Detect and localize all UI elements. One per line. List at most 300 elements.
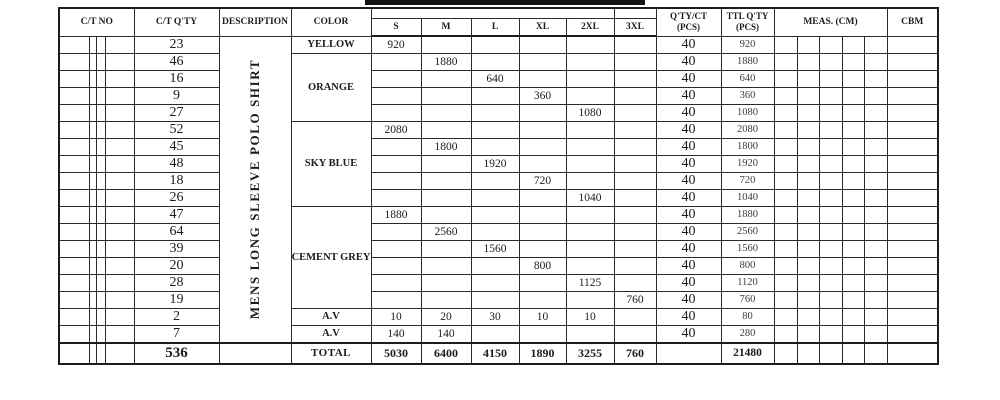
meas-cell [842, 121, 864, 138]
size-xxl-value [566, 53, 614, 70]
meas-cell [774, 138, 797, 155]
ctno-cell [105, 325, 134, 343]
meas-cell [864, 189, 887, 206]
cropped-size-group-cell [371, 8, 614, 18]
size-xxl-value [566, 240, 614, 257]
ctno-cell [105, 155, 134, 172]
table-row [59, 291, 938, 308]
ct-qty-value: 39 [134, 240, 219, 257]
meas-cell [842, 223, 864, 240]
qty-per-carton-value: 40 [656, 274, 721, 291]
ctno-cell [89, 121, 96, 138]
cbm-cell [887, 274, 938, 291]
qty-per-carton-value: 40 [656, 36, 721, 53]
size-xxxl-value [614, 257, 656, 274]
meas-cell [774, 223, 797, 240]
cbm-cell [887, 121, 938, 138]
meas-cell [842, 325, 864, 343]
size-xl-value: 360 [519, 87, 566, 104]
table-row [59, 70, 938, 87]
total-size-s: 5030 [371, 343, 421, 364]
ctno-cell [105, 70, 134, 87]
size-s-value [371, 223, 421, 240]
size-xxxl-value [614, 70, 656, 87]
color-group-cell: YELLOW [291, 36, 371, 53]
meas-cell [842, 172, 864, 189]
meas-cell [864, 257, 887, 274]
total-size-2xl: 3255 [566, 343, 614, 364]
meas-cell [797, 36, 819, 53]
ct-qty-value: 20 [134, 257, 219, 274]
ttl-qty-value: 1880 [721, 206, 774, 223]
size-m-value [421, 172, 471, 189]
meas-cell [797, 155, 819, 172]
ctno-cell [105, 189, 134, 206]
size-xxl-value [566, 172, 614, 189]
meas-cell [797, 172, 819, 189]
ctno-cell [96, 53, 105, 70]
meas-cell [797, 206, 819, 223]
cbm-cell [887, 104, 938, 121]
ctno-cell [96, 274, 105, 291]
size-xl-value: 10 [519, 308, 566, 325]
size-l-value [471, 189, 519, 206]
ctno-cell [89, 189, 96, 206]
size-m-value: 1880 [421, 53, 471, 70]
size-xxxl-value [614, 53, 656, 70]
meas-cell [797, 87, 819, 104]
meas-cell [797, 325, 819, 343]
size-m-value: 140 [421, 325, 471, 343]
size-xl-value [519, 325, 566, 343]
ctno-cell [96, 223, 105, 240]
col-header-size-3xl: 3XL [614, 18, 656, 36]
ttl-qty-value: 800 [721, 257, 774, 274]
meas-cell [797, 308, 819, 325]
qty-per-carton-value: 40 [656, 206, 721, 223]
meas-cell [819, 53, 842, 70]
meas-cell [819, 138, 842, 155]
ttl-qty-value: 1120 [721, 274, 774, 291]
size-s-value: 140 [371, 325, 421, 343]
cbm-cell [887, 308, 938, 325]
size-m-value [421, 70, 471, 87]
ctno-cell [59, 53, 89, 70]
color-group-cell: CEMENT GREY [291, 206, 371, 308]
ctno-cell [59, 138, 89, 155]
meas-cell [819, 172, 842, 189]
ctno-cell [105, 223, 134, 240]
size-xl-value [519, 291, 566, 308]
meas-cell [864, 155, 887, 172]
col-header-ct-no: C/T NO [59, 8, 134, 36]
size-xxl-value [566, 87, 614, 104]
ctno-cell [59, 223, 89, 240]
col-header-qty-per-carton [656, 8, 721, 36]
cbm-cell [887, 87, 938, 104]
size-l-value: 1920 [471, 155, 519, 172]
ttl-qty-value: 1040 [721, 189, 774, 206]
size-xxl-value [566, 257, 614, 274]
size-xxxl-value [614, 274, 656, 291]
meas-cell [842, 155, 864, 172]
meas-cell [797, 223, 819, 240]
size-l-value [471, 138, 519, 155]
ctno-cell [96, 343, 105, 364]
meas-cell [864, 121, 887, 138]
qty-per-carton-value: 40 [656, 223, 721, 240]
meas-cell [842, 291, 864, 308]
ctno-cell [59, 36, 89, 53]
meas-cell [864, 206, 887, 223]
col-header-ct-qty: C/T Q'TY [134, 8, 219, 36]
meas-cell [864, 308, 887, 325]
ctno-cell [89, 155, 96, 172]
ttl-qty-value: 80 [721, 308, 774, 325]
table-row [59, 308, 938, 325]
ctno-cell [59, 172, 89, 189]
qty-per-carton-value: 40 [656, 325, 721, 343]
description-footer-cell [219, 343, 291, 364]
size-xxxl-value [614, 308, 656, 325]
meas-cell [819, 70, 842, 87]
meas-cell [842, 70, 864, 87]
meas-cell [819, 155, 842, 172]
ttl-qty-value: 2080 [721, 121, 774, 138]
meas-cell [842, 87, 864, 104]
size-xxxl-value [614, 36, 656, 53]
ttl-qty-value: 280 [721, 325, 774, 343]
qty-per-carton-value: 40 [656, 172, 721, 189]
qty-per-carton-value: 40 [656, 189, 721, 206]
size-xxl-value [566, 155, 614, 172]
col-header-size-l: L [471, 18, 519, 36]
meas-cell [774, 172, 797, 189]
size-xl-value [519, 206, 566, 223]
ctno-cell [105, 104, 134, 121]
description-text: MENS LONG SLEEVE POLO SHIRT [247, 58, 262, 320]
table-row [59, 274, 938, 291]
ttl-qty-value: 720 [721, 172, 774, 189]
meas-cell [842, 36, 864, 53]
size-xxxl-value [614, 155, 656, 172]
ctno-cell [89, 308, 96, 325]
meas-cell [819, 257, 842, 274]
ctno-cell [96, 325, 105, 343]
qty-per-carton-value: 40 [656, 257, 721, 274]
qty-per-carton-value: 40 [656, 240, 721, 257]
ctno-cell [105, 87, 134, 104]
size-xxxl-value [614, 325, 656, 343]
qty-per-carton-value: 40 [656, 155, 721, 172]
header-line: (PCS) [736, 22, 759, 33]
meas-cell [864, 343, 887, 364]
cbm-cell [887, 223, 938, 240]
size-l-value [471, 36, 519, 53]
size-m-value [421, 189, 471, 206]
total-size-xl: 1890 [519, 343, 566, 364]
size-xxl-value: 10 [566, 308, 614, 325]
qty-per-carton-value: 40 [656, 308, 721, 325]
size-l-value [471, 172, 519, 189]
meas-cell [864, 53, 887, 70]
cbm-cell [887, 291, 938, 308]
size-xl-value [519, 53, 566, 70]
meas-cell [819, 240, 842, 257]
ttl-qty-value: 1080 [721, 104, 774, 121]
size-xl-value [519, 240, 566, 257]
ctno-cell [96, 308, 105, 325]
cbm-cell [887, 240, 938, 257]
meas-cell [864, 325, 887, 343]
meas-cell [864, 138, 887, 155]
ctno-cell [89, 274, 96, 291]
size-xl-value: 800 [519, 257, 566, 274]
size-xxl-value [566, 70, 614, 87]
col-header-size-m: M [421, 18, 471, 36]
ttl-qty-value: 1880 [721, 53, 774, 70]
size-xxxl-value [614, 223, 656, 240]
size-xl-value [519, 189, 566, 206]
qty-per-carton-value: 40 [656, 53, 721, 70]
meas-cell [797, 70, 819, 87]
size-l-value [471, 223, 519, 240]
size-l-value [471, 274, 519, 291]
ctno-cell [96, 206, 105, 223]
size-s-value: 2080 [371, 121, 421, 138]
color-group-cell: A.V [291, 325, 371, 343]
color-group-cell: ORANGE [291, 53, 371, 121]
meas-cell [819, 189, 842, 206]
color-group-cell: SKY BLUE [291, 121, 371, 206]
ctno-cell [96, 36, 105, 53]
size-m-value: 1800 [421, 138, 471, 155]
cbm-cell [887, 189, 938, 206]
ctno-cell [59, 291, 89, 308]
ctno-cell [96, 291, 105, 308]
ctno-cell [89, 291, 96, 308]
ctno-cell [59, 206, 89, 223]
meas-cell [842, 274, 864, 291]
meas-cell [774, 87, 797, 104]
size-xxl-value [566, 223, 614, 240]
cbm-cell [887, 325, 938, 343]
ctno-cell [96, 104, 105, 121]
ct-qty-value: 47 [134, 206, 219, 223]
size-m-value [421, 257, 471, 274]
size-xxl-value: 1040 [566, 189, 614, 206]
size-xxl-value [566, 206, 614, 223]
ct-qty-value: 46 [134, 53, 219, 70]
packing-list-table [58, 7, 939, 365]
ctno-cell [89, 138, 96, 155]
size-l-value [471, 53, 519, 70]
size-l-value: 640 [471, 70, 519, 87]
meas-cell [774, 240, 797, 257]
size-l-value [471, 291, 519, 308]
size-xxxl-value: 760 [614, 291, 656, 308]
meas-cell [774, 53, 797, 70]
size-xxl-value [566, 138, 614, 155]
size-m-value [421, 155, 471, 172]
meas-cell [819, 325, 842, 343]
col-header-meas: MEAS. (CM) [774, 8, 887, 36]
ctno-cell [105, 53, 134, 70]
ct-qty-value: 26 [134, 189, 219, 206]
ctno-cell [96, 189, 105, 206]
ttl-qty-value: 2560 [721, 223, 774, 240]
meas-cell [864, 240, 887, 257]
meas-cell [774, 325, 797, 343]
meas-cell [864, 87, 887, 104]
cbm-cell [887, 257, 938, 274]
size-xxxl-value [614, 87, 656, 104]
cbm-cell [887, 172, 938, 189]
col-header-size-xl: XL [519, 18, 566, 36]
meas-cell [842, 257, 864, 274]
ct-qty-value: 19 [134, 291, 219, 308]
ctno-cell [59, 240, 89, 257]
size-s-value [371, 104, 421, 121]
table-row [59, 155, 938, 172]
size-l-value [471, 206, 519, 223]
meas-cell [797, 104, 819, 121]
size-s-value: 1880 [371, 206, 421, 223]
size-s-value: 920 [371, 36, 421, 53]
ctno-cell [59, 87, 89, 104]
table-row [59, 104, 938, 121]
ctno-cell [89, 70, 96, 87]
size-m-value [421, 240, 471, 257]
meas-cell [842, 343, 864, 364]
ttl-qty-value: 360 [721, 87, 774, 104]
ctno-cell [89, 87, 96, 104]
header-row-top [59, 8, 938, 18]
size-m-value [421, 36, 471, 53]
qty-per-carton-value: 40 [656, 121, 721, 138]
meas-cell [864, 223, 887, 240]
meas-cell [842, 240, 864, 257]
ttl-qty-value: 760 [721, 291, 774, 308]
meas-cell [864, 70, 887, 87]
meas-cell [797, 240, 819, 257]
col-header-cbm: CBM [887, 8, 938, 36]
size-xl-value [519, 121, 566, 138]
ctno-cell [89, 53, 96, 70]
size-l-value [471, 325, 519, 343]
cbm-cell [887, 53, 938, 70]
size-xxl-value [566, 325, 614, 343]
header-line: (PCS) [677, 22, 700, 33]
meas-cell [842, 189, 864, 206]
meas-cell [819, 343, 842, 364]
ttl-qty-value: 1560 [721, 240, 774, 257]
size-xl-value [519, 138, 566, 155]
ct-qty-value: 64 [134, 223, 219, 240]
ctno-cell [105, 138, 134, 155]
cbm-cell [887, 36, 938, 53]
meas-cell [774, 257, 797, 274]
ctno-cell [89, 257, 96, 274]
cbm-cell [887, 155, 938, 172]
meas-cell [774, 155, 797, 172]
col-header-description: DESCRIPTION [219, 8, 291, 36]
table-row [59, 172, 938, 189]
size-s-value [371, 240, 421, 257]
qty-per-carton-value: 40 [656, 87, 721, 104]
size-xxxl-value [614, 121, 656, 138]
ttl-qty-value: 1800 [721, 138, 774, 155]
meas-cell [819, 223, 842, 240]
cropped-header-bar [365, 0, 645, 5]
size-m-value: 2560 [421, 223, 471, 240]
size-xxl-value [566, 121, 614, 138]
meas-cell [842, 138, 864, 155]
meas-cell [864, 36, 887, 53]
ctno-cell [89, 325, 96, 343]
table-row [59, 53, 938, 70]
cbm-cell [887, 206, 938, 223]
size-xl-value [519, 104, 566, 121]
ctno-cell [105, 172, 134, 189]
meas-cell [819, 36, 842, 53]
ctno-cell [96, 87, 105, 104]
cropped-size-group-cell [614, 8, 656, 18]
ct-qty-value: 2 [134, 308, 219, 325]
total-size-l: 4150 [471, 343, 519, 364]
meas-cell [774, 308, 797, 325]
size-xxxl-value [614, 104, 656, 121]
ct-qty-value: 18 [134, 172, 219, 189]
cbm-cell [887, 343, 938, 364]
meas-cell [819, 87, 842, 104]
table-row [59, 223, 938, 240]
size-s-value [371, 172, 421, 189]
size-xxl-value [566, 291, 614, 308]
meas-cell [819, 104, 842, 121]
size-xxxl-value [614, 240, 656, 257]
meas-cell [842, 308, 864, 325]
qty-per-carton-value: 40 [656, 138, 721, 155]
size-xxl-value [566, 36, 614, 53]
size-s-value [371, 291, 421, 308]
meas-cell [819, 274, 842, 291]
table-row [59, 121, 938, 138]
size-s-value [371, 189, 421, 206]
ctno-cell [59, 189, 89, 206]
meas-cell [774, 189, 797, 206]
size-xxxl-value [614, 189, 656, 206]
meas-cell [842, 53, 864, 70]
ctno-cell [96, 138, 105, 155]
size-s-value [371, 53, 421, 70]
col-header-size-s: S [371, 18, 421, 36]
ctno-cell [89, 343, 96, 364]
table-row [59, 206, 938, 223]
qty-per-carton-value: 40 [656, 70, 721, 87]
meas-cell [819, 121, 842, 138]
meas-cell [774, 121, 797, 138]
size-m-value [421, 121, 471, 138]
ct-qty-value: 23 [134, 36, 219, 53]
size-l-value [471, 104, 519, 121]
ctno-cell [89, 223, 96, 240]
col-header-size-2xl: 2XL [566, 18, 614, 36]
table-row [59, 240, 938, 257]
size-s-value [371, 87, 421, 104]
size-m-value: 20 [421, 308, 471, 325]
total-label: TOTAL [291, 343, 371, 364]
